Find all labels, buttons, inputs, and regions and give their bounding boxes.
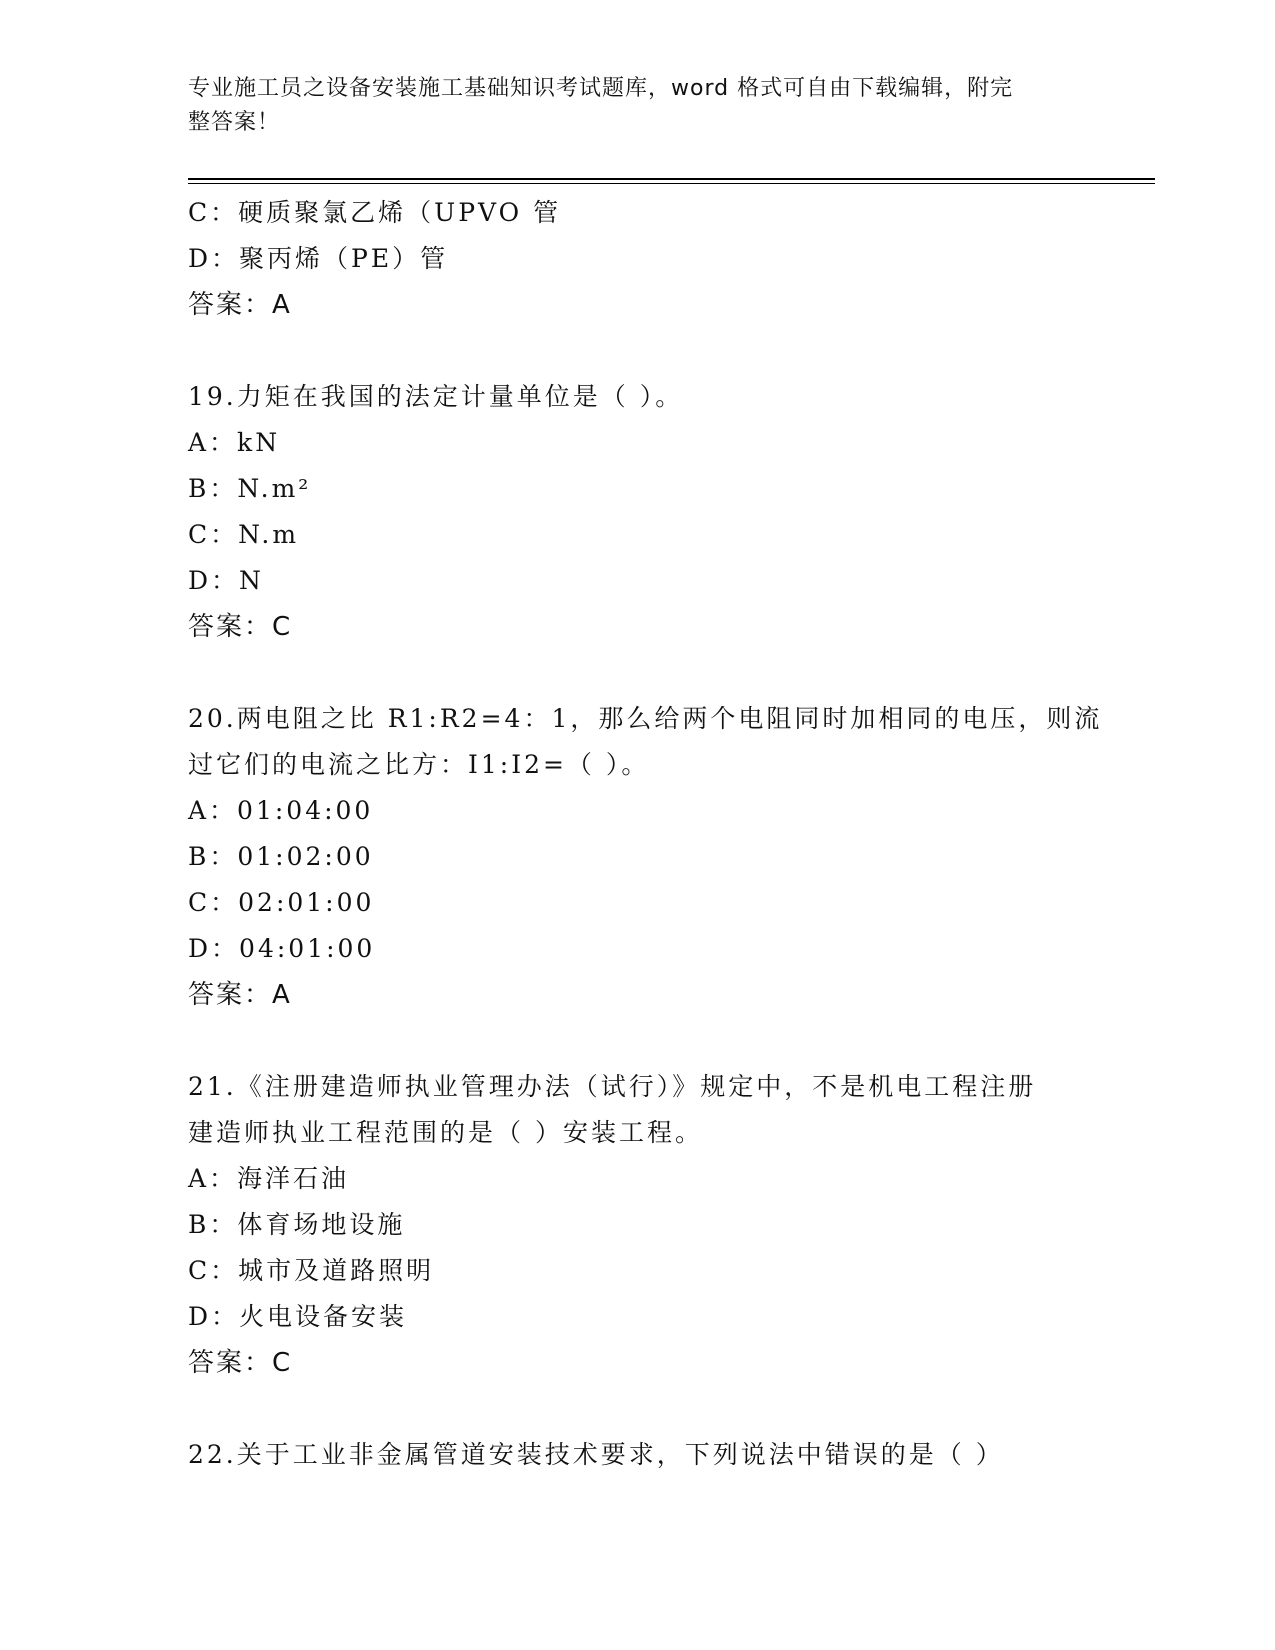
spacer	[188, 328, 1088, 374]
document-header	[188, 72, 1078, 140]
header-line-2: 整答案！	[188, 110, 281, 135]
option-b: B：体育场地设施	[188, 1210, 406, 1239]
question-stem-continued: 过它们的电流之比方：I1:I2=（ ）。	[188, 750, 650, 779]
spacer	[188, 1018, 1088, 1064]
option-c: C：N.m	[188, 520, 300, 549]
question-19	[188, 374, 1088, 650]
option-d: D：04:01:00	[188, 934, 376, 963]
option-d: D：聚丙烯（PE）管	[188, 244, 449, 273]
question-stem: 21.《注册建造师执业管理办法（试行）》规定中，不是机电工程注册	[188, 1072, 1037, 1101]
question-stem-continued: 建造师执业工程范围的是（ ）安装工程。	[188, 1118, 703, 1147]
option-c: C：02:01:00	[188, 888, 375, 917]
question-stem: 20.两电阻之比 R1:R2=4：1，那么给两个电阻同时加相同的电压，则流	[188, 704, 1103, 733]
option-a: A：海洋石油	[188, 1164, 350, 1193]
question-21	[188, 1064, 1088, 1386]
option-b: B：N.m²	[188, 474, 312, 503]
option-c: C：硬质聚氯乙烯（UPVO 管	[188, 198, 562, 227]
header-divider-thin	[188, 183, 1155, 184]
header-line-1: 专业施工员之设备安装施工基础知识考试题库，word 格式可自由下载编辑，附完	[188, 76, 1014, 101]
option-a: A：01:04:00	[188, 796, 374, 825]
answer-line: 答案：C	[188, 1348, 293, 1378]
question-20	[188, 696, 1103, 1018]
option-a: A：kN	[188, 428, 281, 457]
question-content	[188, 190, 1103, 1478]
option-d: D：N	[188, 566, 264, 595]
question-stem: 22.关于工业非金属管道安装技术要求，下列说法中错误的是（ ）	[188, 1440, 1004, 1469]
header-divider-thick	[188, 178, 1155, 180]
option-d: D：火电设备安装	[188, 1302, 408, 1331]
prev-question-block	[188, 190, 1088, 328]
answer-line: 答案：C	[188, 612, 293, 642]
answer-line: 答案：A	[188, 980, 292, 1010]
question-stem: 19.力矩在我国的法定计量单位是（ ）。	[188, 382, 684, 411]
option-c: C：城市及道路照明	[188, 1256, 435, 1285]
answer-line: 答案：A	[188, 290, 292, 320]
question-22	[188, 1432, 1088, 1478]
option-b: B：01:02:00	[188, 842, 374, 871]
spacer	[188, 1386, 1088, 1432]
spacer	[188, 650, 1088, 696]
